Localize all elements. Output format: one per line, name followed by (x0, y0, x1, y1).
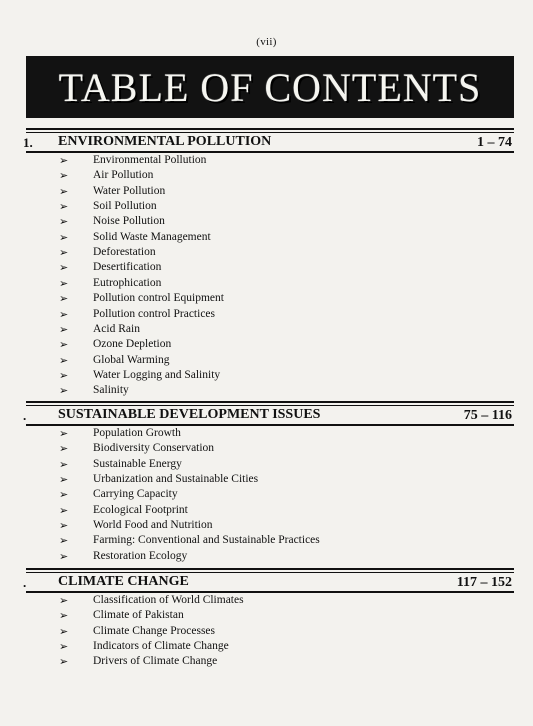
section-number: . (23, 408, 27, 423)
section-rule-bottom (26, 424, 514, 426)
arrow-bullet-icon: ➢ (59, 550, 69, 563)
list-item-label: Salinity (93, 384, 129, 397)
list-item-label: Desertification (93, 261, 162, 274)
arrow-bullet-icon: ➢ (59, 625, 69, 638)
list-item-label: Drivers of Climate Change (93, 655, 218, 668)
arrow-bullet-icon: ➢ (59, 369, 69, 382)
title-banner (26, 56, 514, 118)
list-item-label: Biodiversity Conservation (93, 442, 215, 455)
list-item-label: World Food and Nutrition (93, 519, 213, 532)
list-item-label: Solid Waste Management (93, 230, 211, 243)
list-item-label: Global Warming (93, 353, 170, 366)
list-item-label: Sustainable Energy (93, 457, 182, 470)
list-item-label: Noise Pollution (93, 215, 165, 228)
list-item-label: Water Pollution (93, 184, 166, 197)
list-item-label: Eutrophication (93, 276, 162, 289)
arrow-bullet-icon: ➢ (59, 428, 69, 440)
list-item-label: Environmental Pollution (93, 154, 207, 166)
list-item-label: Classification of World Climates (93, 594, 244, 606)
section-number: . (23, 575, 27, 590)
arrow-bullet-icon: ➢ (59, 216, 69, 229)
section-rule-top (26, 128, 514, 133)
arrow-bullet-icon: ➢ (59, 185, 69, 198)
section-page-range: 1 – 74 (477, 135, 512, 150)
arrow-bullet-icon: ➢ (59, 170, 69, 183)
arrow-bullet-icon: ➢ (59, 293, 69, 306)
list-item-label: Ozone Depletion (93, 338, 172, 351)
list-item-label: Restoration Ecology (93, 549, 188, 562)
list-item-label: Farming: Conventional and Sustainable Practices (93, 534, 320, 547)
list-item-label: Population Growth (93, 427, 181, 439)
arrow-bullet-icon: ➢ (59, 458, 69, 471)
page-number: (vii) (256, 36, 277, 48)
arrow-bullet-icon: ➢ (59, 443, 69, 456)
section-rule-top (26, 568, 514, 573)
arrow-bullet-icon: ➢ (59, 535, 69, 548)
list-item-label: Water Logging and Salinity (93, 368, 221, 381)
arrow-bullet-icon: ➢ (59, 277, 69, 290)
arrow-bullet-icon: ➢ (59, 474, 69, 487)
list-item-label: Climate Change Processes (93, 624, 216, 637)
section-title: CLIMATE CHANGE (58, 574, 189, 589)
list-item-label: Acid Rain (93, 322, 140, 335)
arrow-bullet-icon: ➢ (59, 489, 69, 502)
list-item-label: Air Pollution (93, 169, 154, 182)
section-number: 1. (23, 135, 33, 150)
arrow-bullet-icon: ➢ (59, 520, 69, 533)
section-page-range: 75 – 116 (463, 408, 512, 423)
arrow-bullet-icon: ➢ (59, 323, 69, 336)
list-item-label: Indicators of Climate Change (93, 640, 229, 653)
list-item-label: Urbanization and Sustainable Cities (93, 473, 259, 486)
section-rule-bottom (26, 591, 514, 593)
arrow-bullet-icon: ➢ (59, 231, 69, 244)
page-title: TABLE OF CONTENTS (58, 64, 482, 110)
section-rule-bottom (26, 151, 514, 153)
list-item-label: Carrying Capacity (93, 488, 178, 501)
list-item-label: Deforestation (93, 246, 156, 259)
arrow-bullet-icon: ➢ (59, 595, 69, 607)
arrow-bullet-icon: ➢ (59, 308, 69, 321)
list-item-label: Pollution control Equipment (93, 292, 224, 305)
arrow-bullet-icon: ➢ (59, 155, 69, 167)
list-item-label: Pollution control Practices (93, 307, 216, 320)
arrow-bullet-icon: ➢ (59, 504, 69, 517)
arrow-bullet-icon: ➢ (59, 385, 69, 398)
list-item-label: Soil Pollution (93, 200, 157, 213)
arrow-bullet-icon: ➢ (59, 656, 69, 669)
list-item-label: Ecological Footprint (93, 503, 188, 516)
arrow-bullet-icon: ➢ (59, 262, 69, 275)
arrow-bullet-icon: ➢ (59, 247, 69, 260)
arrow-bullet-icon: ➢ (59, 354, 69, 367)
section-title: SUSTAINABLE DEVELOPMENT ISSUES (58, 407, 321, 422)
section-page-range: 117 – 152 (456, 575, 512, 590)
arrow-bullet-icon: ➢ (59, 641, 69, 654)
arrow-bullet-icon: ➢ (59, 201, 69, 214)
arrow-bullet-icon: ➢ (59, 339, 69, 352)
arrow-bullet-icon: ➢ (59, 610, 69, 623)
section-rule-top (26, 401, 514, 406)
section-title: ENVIRONMENTAL POLLUTION (58, 134, 272, 149)
list-item-label: Climate of Pakistan (93, 609, 184, 622)
